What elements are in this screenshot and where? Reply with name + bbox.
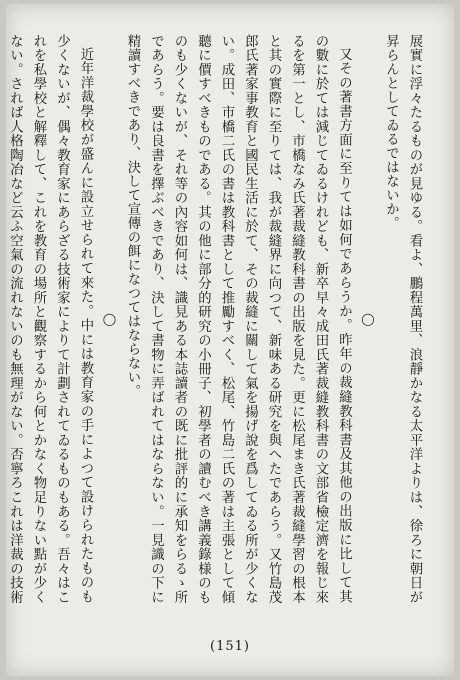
book-page	[6, 4, 454, 676]
paragraph-sewing-schools: 近年洋裁學校が盛んに設立せられて來た。中には教育家の手によつて設けられたものも少くないが、偶々教育家にあらざる技術家によりて計劃されてゐるものもある。吾々はこれを私學校と解釋して、これを教育の場所と觀察するから何とかなく物足りない點が少くない。されば人格陶冶など云ふ空氣の流れないのも無理がない。否寧ろこれは洋裁の技術	[7, 34, 93, 604]
vertical-text-body	[7, 34, 426, 604]
page-number: (151)	[210, 639, 250, 654]
section-separator: ◯	[102, 311, 117, 327]
paragraph-textbooks: 又その著書方面に至りては如何であらうか。昨年の裁縫教科書及其他の出版に比して其の數に於ては減じてゐるけれども、新卒早々成田氏著裁縫教科書の文部省檢定濟を報じ來るを第一とし、市橋なみ氏著裁縫教科書の出版を見た。更に松尾まき氏著裁縫學習の根本と其の實際に至りては、我が裁縫界に向つて、新味ある研究を與へたであらう。又竹島茂郎氏著家事教育と國民生活に於て、その裁縫に關して氣を揚げ說を爲してゐる所が少くない。成田、市橋二氏の書は教科書として推勵すべく、松尾、竹島二氏の著は主張として傾聽に價すべきものである。其の他に部分的研究の小冊子、初學者の讀むべき講義錄様のものも少くないが、それ等の內容如何は、識見ある本誌讀者の既に批評的に承知をらるゝ所であらう。要は良書を擇ぶべきであり、決して書物に弄ばれてはならない。一見識の下に精讀すべきであり、決して宣傳の餌になつてはならない。	[125, 34, 352, 604]
paragraph-continued: 展實に浮々たるものが見ゆる。看よ、鵬程萬里、浪靜かなる太平洋よりは、徐ろに朝日が昇らんとしてゐるではないか。	[383, 34, 422, 604]
section-separator: ◯	[361, 311, 375, 327]
